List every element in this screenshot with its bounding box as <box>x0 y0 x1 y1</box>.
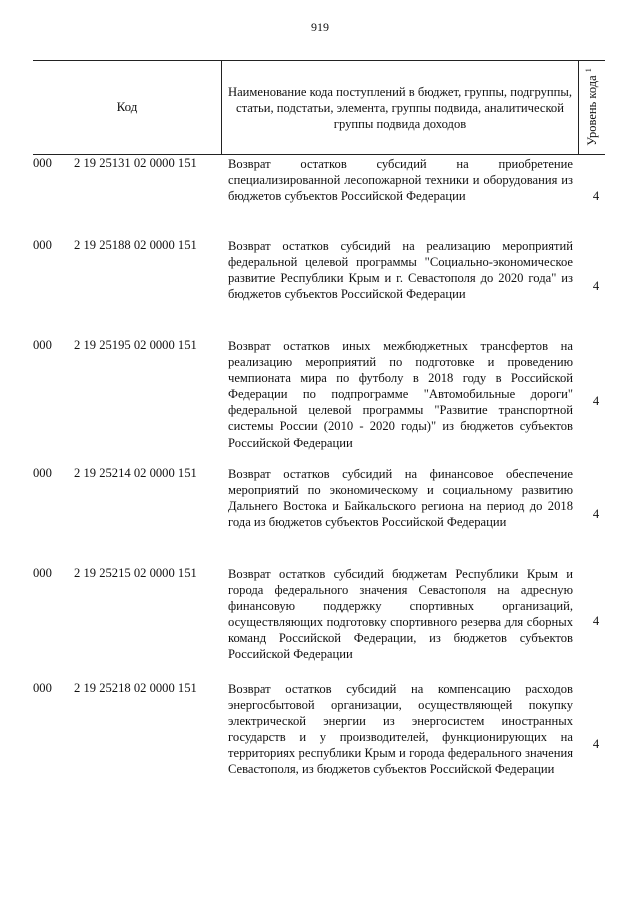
row-description: Возврат остатков субсидий бюджетам Республики Крым и города федерального значения Севастополя на адресную финансовую поддержку спортивных организаций, осуществляющих подготовку спортивного резерва для сборных команд Российской Федерации, из бюджетов субъектов Российской Федерации <box>228 567 573 662</box>
row-budget-code: 2 19 25131 02 0000 151 <box>74 156 197 170</box>
page-number: 919 <box>311 20 329 34</box>
header-code-cell <box>33 61 222 154</box>
row-budget-code: 2 19 25215 02 0000 151 <box>74 566 197 580</box>
row-budget-code: 2 19 25214 02 0000 151 <box>74 466 197 480</box>
row-budget-code: 2 19 25188 02 0000 151 <box>74 238 197 252</box>
row-admin-code: 000 <box>33 338 52 352</box>
header-level-footnote-mark: 1 <box>583 68 593 73</box>
header-level-label: Уровень кода <box>585 75 600 146</box>
row-level: 4 <box>592 189 600 203</box>
header-name-label: Наименование кода поступлений в бюджет, группы, подгруппы, статьи, подстатьи, элемента, группы подвида, аналитической группы подвида доходов <box>222 61 579 154</box>
row-admin-code: 000 <box>33 566 52 580</box>
row-admin-code: 000 <box>33 156 52 170</box>
header-level-cell <box>580 61 605 154</box>
row-description: Возврат остатков субсидий на приобретение специализированной лесопожарной техники и оборудования из бюджетов субъектов Российской Федерации <box>228 157 573 204</box>
row-level: 4 <box>592 507 600 521</box>
row-admin-code: 000 <box>33 681 52 695</box>
row-level: 4 <box>592 279 600 293</box>
row-description: Возврат остатков иных межбюджетных трансфертов на реализацию мероприятий по подготовке и проведению чемпионата мира по футболу в 2018 году в Российской Федерации по подпрограмме "Автомобильные дороги" федеральной целевой программы "Развитие транспортной системы России (2010 - 2020 годы)" из бюджетов субъектов Российской Федерации <box>228 339 573 450</box>
row-budget-code: 2 19 25218 02 0000 151 <box>74 681 197 695</box>
row-level: 4 <box>592 737 600 751</box>
table-header <box>33 60 605 155</box>
row-description: Возврат остатков субсидий на компенсацию расходов энергосбытовой организации, осуществляющей покупку электрической энергии из энергосистем иностранных государств и у производителей, функционирующих на территориях республики Крым и города федерального значения Севастополя, из бюджетов субъектов Российской Федерации <box>228 682 573 777</box>
row-budget-code: 2 19 25195 02 0000 151 <box>74 338 197 352</box>
row-level: 4 <box>592 614 600 628</box>
header-level-rotated <box>584 62 600 152</box>
row-description: Возврат остатков субсидий на реализацию мероприятий федеральной целевой программы "Социально-экономическое развитие Республики Крым и г. Севастополя до 2020 года" из бюджетов субъектов Российской Федерации <box>228 239 573 302</box>
row-level: 4 <box>592 394 600 408</box>
row-description: Возврат остатков субсидий на финансовое обеспечение мероприятий по экономическому и социальному развитию Дальнего Востока и Байкальского региона на период до 2018 года из бюджетов субъектов Российской Федерации <box>228 467 573 530</box>
header-code-label: Код <box>116 99 138 114</box>
row-admin-code: 000 <box>33 466 52 480</box>
row-admin-code: 000 <box>33 238 52 252</box>
